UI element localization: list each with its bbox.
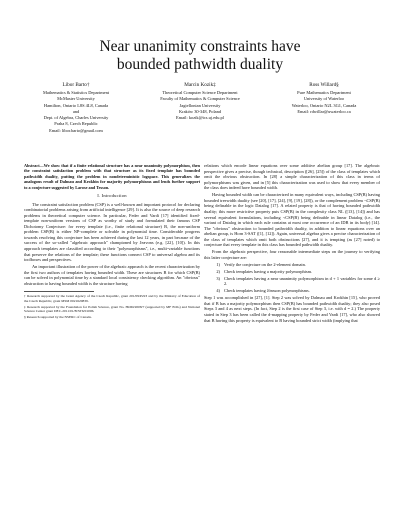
numbered-list	[204, 262, 380, 293]
affiliation-line: Praha 8, Czech Republic	[54, 121, 98, 127]
affiliation-line: Dept. of Algebra, Charles University	[43, 115, 109, 121]
list-item	[204, 262, 380, 268]
list-number: 4)	[216, 287, 220, 293]
author-name: Libor Barto†	[62, 82, 90, 88]
body-paragraph: Having bounded width can be characterized in many equivalent ways, including CSP(B) having bounded treewidth duality (see [20], [17], [24], [9], [19], [28]), or the complement problem ¬CSP(B) being definable in the logic Datalog [17]. A related property is that of having bounded pathwidth duality; this more restrictive property puts CSP(B) in the complexity class NL ([13], [14]) and has several equivalent formulations, including ¬CSP(B) being definable in linear Datalog (i.e., the variant of Datalog in which each rule contains at most one occurrence of an IDB in its body) [14]. The "obvious" obstruction to bounded pathwidth duality, in addition to linear equations over an abelian group, is Horn 3-SAT ([1], [12]). Again, universal algebra gives a precise characterization of the class of templates which omit both obstructions [27], and it is tempting (as [27] noted) to conjecture that every template in this class has bounded pathwidth duality.	[204, 192, 380, 248]
affiliation-line: and	[72, 108, 80, 114]
list-item	[204, 288, 380, 294]
author-block	[14, 82, 386, 134]
affiliation-line: Mathematics & Statistics Department	[43, 90, 109, 95]
affiliation-line: University of Waterloo	[303, 96, 345, 102]
paper-title	[20, 38, 380, 74]
author-willard	[262, 82, 386, 134]
affiliation-line: Kraków 30-348, Poland	[178, 108, 222, 114]
footnote: § Research supported by the NSERC of Canada.	[24, 314, 92, 319]
footnote: † Research supported by the Grant Agency of the Czech Republic, grant 201/09/P223 and by the Ministry of Education of the Czech Republic, grant MSM 0021620839.	[24, 294, 200, 303]
author-email: Email: kozik@tcs.uj.edu.pl	[176, 115, 224, 121]
body-paragraph: The constraint satisfaction problem (CSP) is a well-known and important protocol for declaring combinatorial problems arising from artificial intelligence [29]. It is also the source of deep research problems in theoretical computer science. In particular, Feder and Vardi [17] identified fixed-template non-uniform versions of CSP as worthy of study and formulated their famous CSP Dichotomy Conjecture: for every template (i.e., finite relational structure) B, the non-uniform problem CSP(B) is either NP-complete or solvable in polynomial time. Considerable progress towards resolving this conjecture has been achieved during the last 12 years, in part because of the success of the so-called "algebraic approach" championed by Jeavons (e.g. [22], [10]). In this approach templates are classified according to their "polymorphisms", i.e., multi-variable functions that preserve the relations of the template; these functions connect CSP to universal algebra and its toolboxes and perspectives.	[24, 201, 200, 263]
list-number: 2)	[216, 268, 220, 274]
author-name: Marcin Kozik‡	[184, 82, 216, 88]
right-column	[204, 163, 380, 325]
body-paragraph: relations which encode linear equations over some additive abelian group [17]. The algebraic perspective gives a precise, though technical, description ([26], [25]) of the class of templates which omit the obvious obstruction. In [28] a simple characterization of this class in terms of polymorphisms was given, and in [5] this characterization was used to show that every member of the class does indeed have bounded width.	[204, 163, 380, 191]
list-text: Check templates having Jónsson polymorphisms.	[224, 287, 310, 293]
list-text: Check templates having a majority polymorphism.	[224, 268, 313, 274]
body-paragraph: Step 1 was accomplished in [27], [1]. Step 2 was solved by Dalmau and Krokhin [15], who proved that if B has a majority polymorphism then CSP(B) has bounded pathwidth duality; they also posed Steps 3 and 4 as next steps. (In fact, Step 2 is the first case of Step 3, i.e. with d = 2.) The property stated in Step 3 has been called the d-mapping property by Feder and Vardi [17], who also showed that B having this property is equivalent to B having bounded strict width (implying that	[204, 295, 380, 323]
author-name: Ross Willard§	[309, 82, 339, 88]
list-item	[204, 269, 380, 275]
author-barto	[14, 82, 138, 134]
affiliation-line: Hamilton, Ontario L8S 4L8, Canada	[43, 102, 109, 108]
list-item	[204, 276, 380, 287]
author-email: Email: rdwillar@uwaterloo.ca	[297, 108, 351, 114]
abstract: Abstract—We show that if a finite relational structure has a near unanimity polymorphism, then the constraint satisfaction problem with that structure as its fixed template has bounded pathwidth duality, putting the problem in nondeterministic logspace. This generalizes the analogous result of Dalmau and Krokhin for majority polymorphisms and lends further support to a conjecture suggested by Larose and Tesson.	[24, 163, 200, 190]
list-text: Verify the conjecture on the 2-element domain.	[224, 262, 306, 268]
body-paragraph: An important illustration of the power of the algebraic approach is the recent characterization by the first two authors of templates having bounded width. These are structures B for which CSP(B) can be solved in polynomial time by a standard local consistency checking algorithm. An "obvious" obstruction to having bounded width is the structure having	[24, 264, 200, 286]
affiliation-line: Theoretical Computer Science Department	[162, 90, 238, 95]
affiliation-line: Pure Mathematics Department	[297, 90, 351, 95]
body-paragraph: From the algebraic perspective, four reasonable intermediate steps on the journey to verifying this latter conjecture are:	[204, 249, 380, 260]
affiliation-line: Waterloo, Ontario N2L 3G1, Canada	[291, 102, 357, 108]
footnote: ‡ Research supported by the Foundation for Polish Science, grant No. HOM/2008/7 (supported by MF EOG) and National Science Center grant DEC-2011/01/B/ST6/01006.	[24, 304, 200, 314]
author-email: Email: libor.barto@gmail.com	[49, 127, 103, 133]
list-number: 3)	[216, 275, 220, 281]
list-number: 1)	[216, 262, 220, 268]
left-column	[24, 163, 200, 320]
author-kozik	[138, 82, 262, 134]
title-line-2: bounded pathwidth duality	[116, 56, 284, 73]
title-line-1: Near unanimity constraints have	[99, 38, 301, 55]
affiliation-line: McMaster University	[57, 96, 95, 102]
affiliation-line: Faculty of Mathematics & Computer Science	[160, 96, 240, 102]
affiliation-line: Jagiellonian University	[179, 102, 221, 108]
section-heading: I. Introduction	[97, 193, 127, 199]
list-text: Check templates having a near unanimity polymorphism in d + 1 variables for some d ≥ 2.	[224, 275, 380, 287]
